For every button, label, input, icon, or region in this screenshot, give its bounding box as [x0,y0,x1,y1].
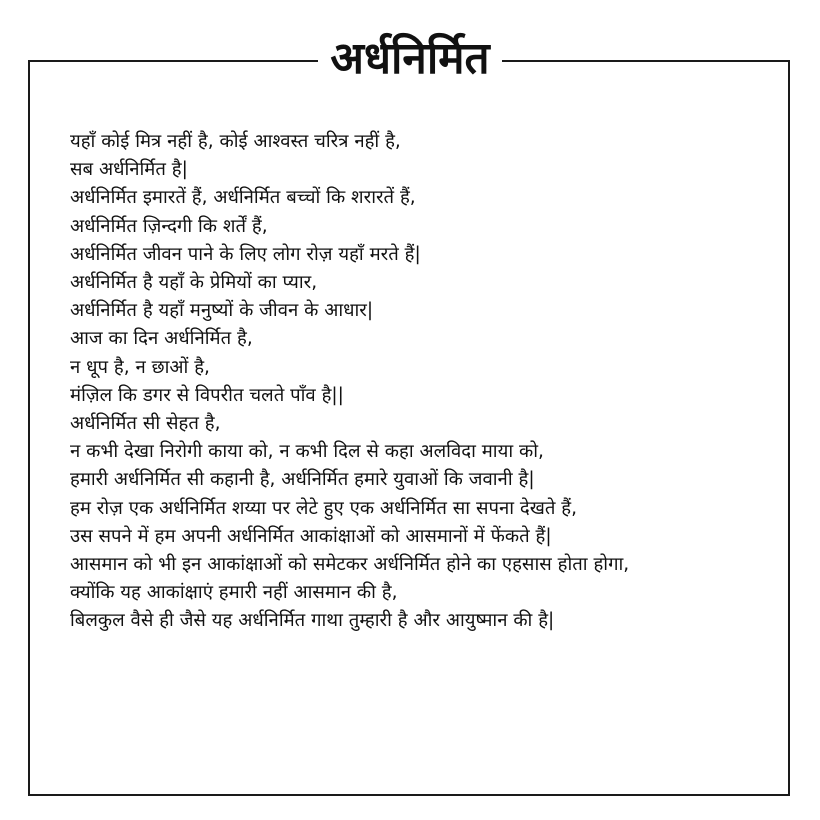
poem-line-5: अर्धनिर्मित जीवन पाने के लिए लोग रोज़ यहाँ मरते हैं| [70,243,421,265]
poem-line-12: न कभी देखा निरोगी काया को, न कभी दिल से कहा अलविदा माया को, [70,441,544,463]
poem-line-6: अर्धनिर्मित है यहाँ के प्रेमियों का प्यार, [70,272,318,294]
poem-line-17: क्योंकि यह आकांक्षाएं हमारी नहीं आसमान की है, [70,582,398,604]
poem-body [70,128,782,636]
title-container [0,24,820,94]
poem-line-18: बिलकुल वैसे ही जैसे यह अर्धनिर्मित गाथा तुम्हारी है और आयुष्मान की है| [70,610,555,632]
poem-title: अर्धनिर्मित [318,24,501,94]
poem-line-3: अर्धनिर्मित इमारतें हैं, अर्धनिर्मित बच्चों कि शरारतें हैं, [70,187,416,209]
poem-line-14: हम रोज़ एक अर्धनिर्मित शय्या पर लेटे हुए एक अर्धनिर्मित सा सपना देखते हैं, [70,497,577,519]
poem-line-16: आसमान को भी इन आकांक्षाओं को समेटकर अर्धनिर्मित होने का एहसास होता होगा, [70,554,630,576]
poem-line-9: न धूप है, न छाओं है, [70,356,210,378]
poem-line-2: सब अर्धनिर्मित है| [70,159,188,181]
poem-line-4: अर्धनिर्मित ज़िन्दगी कि शर्तें हैं, [70,215,268,237]
poem-line-11: अर्धनिर्मित सी सेहत है, [70,413,221,435]
poem-line-10: मंज़िल कि डगर से विपरीत चलते पाँव है|| [70,384,344,406]
poem-line-8: आज का दिन अर्धनिर्मित है, [70,328,253,350]
poem-line-15: उस सपने में हम अपनी अर्धनिर्मित आकांक्षाओं को आसमानों में फेंकते हैं| [70,525,552,547]
poem-line-7: अर्धनिर्मित है यहाँ मनुष्यों के जीवन के आधार| [70,300,374,322]
poem-line-13: हमारी अर्धनिर्मित सी कहानी है, अर्धनिर्मित हमारे युवाओं कि जवानी है| [70,469,535,491]
poem-line-1: यहाँ कोई मित्र नहीं है, कोई आश्वस्त चरित्र नहीं है, [70,131,401,152]
